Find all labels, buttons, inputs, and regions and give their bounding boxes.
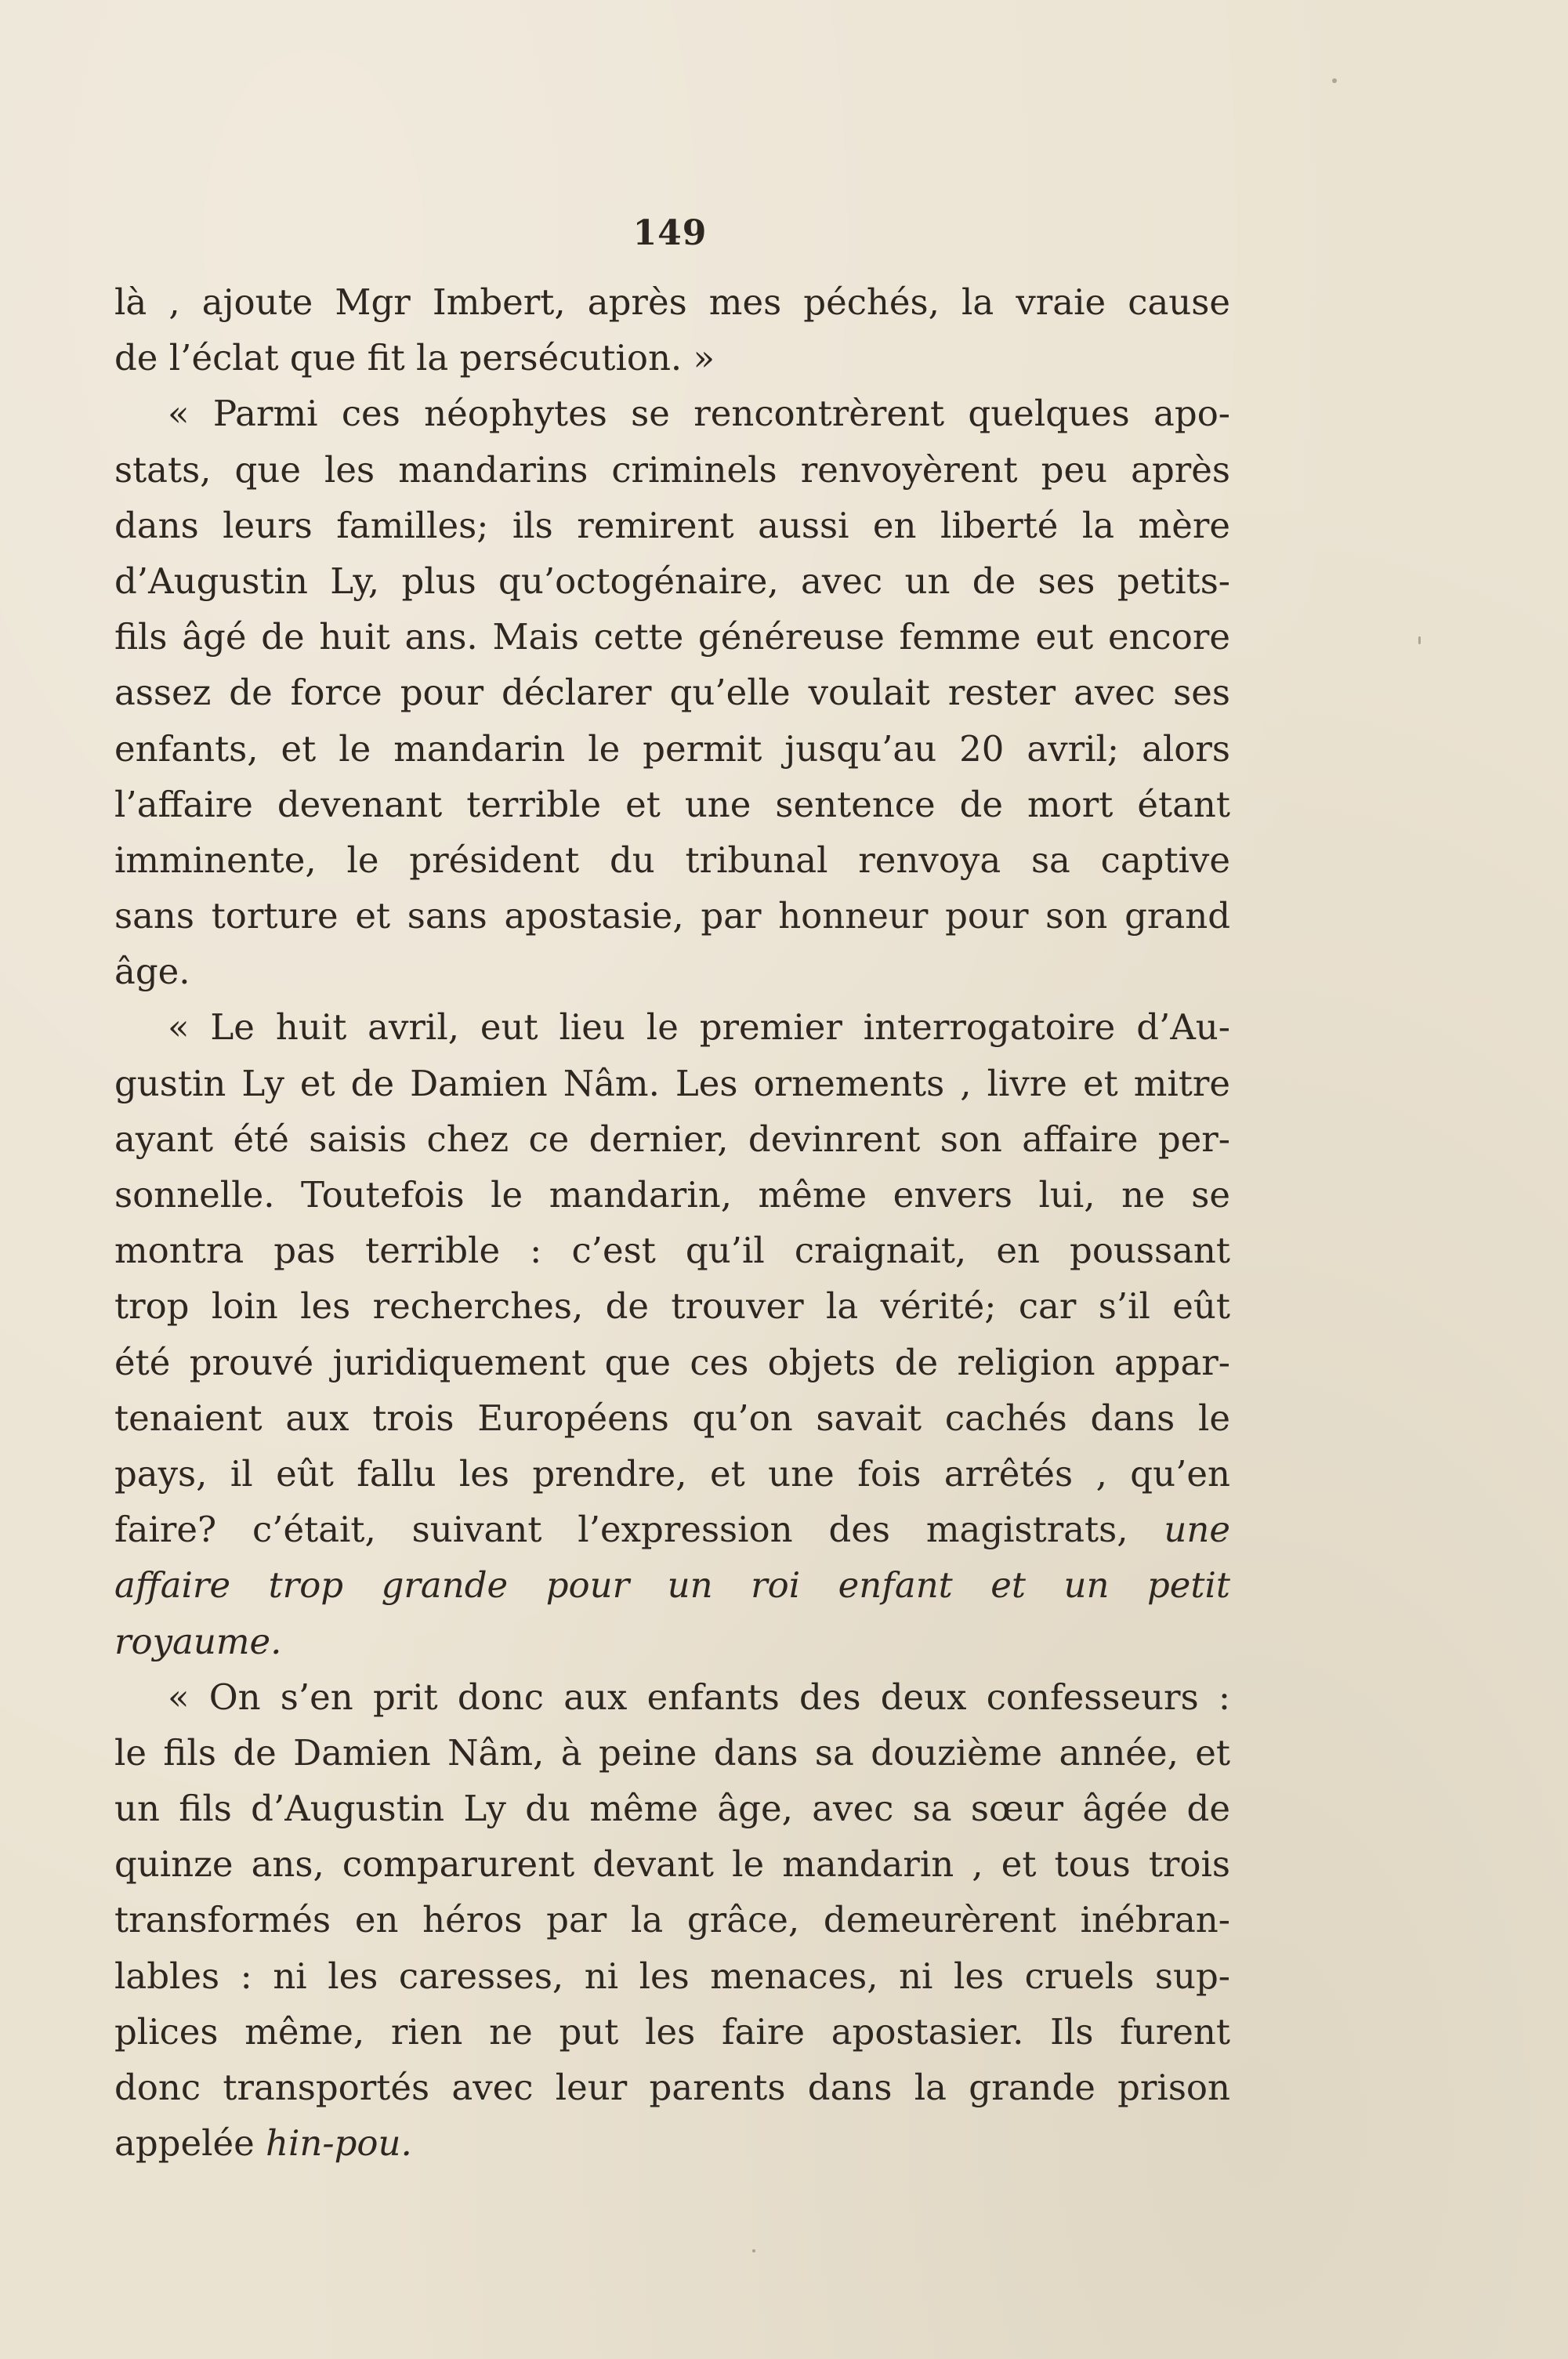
text-line: ayant été saisis chez ce dernier, devinrent son affaire per- xyxy=(114,1118,1230,1160)
text-line: appelée hin-pou. xyxy=(114,2122,412,2165)
text-line: imminente, le président du tribunal renvoya sa captive xyxy=(114,839,1230,881)
paper-speck xyxy=(1418,636,1421,644)
paper-speck xyxy=(752,2249,755,2252)
text-line: royaume. xyxy=(114,1620,282,1662)
text-line: donc transportés avec leur parents dans la grande prison xyxy=(114,2067,1230,2108)
text-line: sans torture et sans apostasie, par honneur pour son grand xyxy=(114,895,1230,937)
text-line: de l’éclat que fit la persécution. » xyxy=(114,337,715,379)
text-line: pays, il eût fallu les prendre, et une fois arrêtés , qu’en xyxy=(114,1452,1230,1495)
text-line: lables : ni les caresses, ni les menaces, ni les cruels sup- xyxy=(114,1955,1230,1997)
text-line: trop loin les recherches, de trouver la vérité; car s’il eût xyxy=(114,1285,1230,1328)
text-line: l’affaire devenant terrible et une sentence de mort étant xyxy=(114,783,1230,825)
italic-phrase: une xyxy=(1164,1509,1230,1551)
text-line: d’Augustin Ly, plus qu’octogénaire, avec un de ses petits- xyxy=(114,560,1230,602)
text-line: affaire trop grande pour un roi enfant et un petit xyxy=(114,1564,1230,1607)
text-line: le fils de Damien Nâm, à peine dans sa douzième année, et xyxy=(114,1731,1230,1774)
text-line: fils âgé de huit ans. Mais cette généreuse femme eut encore xyxy=(114,616,1230,658)
text-line: sonnelle. Toutefois le mandarin, même envers lui, ne se xyxy=(114,1174,1230,1216)
text-line: « Le huit avril, eut lieu le premier interrogatoire d’Au- xyxy=(168,1006,1230,1049)
text-line: transformés en héros par la grâce, demeurèrent inébran- xyxy=(114,1899,1230,1941)
text-line: faire? c’était, suivant l’expression des magistrats, une xyxy=(114,1509,1230,1551)
text-line: gustin Ly et de Damien Nâm. Les ornements , livre et mitre xyxy=(114,1062,1230,1104)
text-line: là , ajoute Mgr Imbert, après mes péchés, la vraie cause xyxy=(114,281,1230,323)
text-line: été prouvé juridiquement que ces objets de religion appar- xyxy=(114,1341,1230,1383)
text-line: stats, que les mandarins criminels renvoyèrent peu après xyxy=(114,448,1230,491)
text-line: montra pas terrible : c’est qu’il craignait, en poussant xyxy=(114,1230,1230,1272)
italic-phrase: hin-pou. xyxy=(266,2122,412,2165)
body-text xyxy=(114,274,1230,2171)
page-number: 149 xyxy=(632,213,708,253)
text-line: quinze ans, comparurent devant le mandarin , et tous trois xyxy=(114,1843,1230,1886)
text-line: plices même, rien ne put les faire apostasier. Ils furent xyxy=(114,2010,1230,2053)
text-line: tenaient aux trois Européens qu’on savait cachés dans le xyxy=(114,1397,1230,1439)
text-line: assez de force pour déclarer qu’elle voulait rester avec ses xyxy=(114,672,1230,714)
text-line: « On s’en prit donc aux enfants des deux confesseurs : xyxy=(168,1676,1230,1718)
text-line: âge. xyxy=(114,951,190,993)
text-line: un fils d’Augustin Ly du même âge, avec sa sœur âgée de xyxy=(114,1788,1230,1830)
text-line: dans leurs familles; ils remirent aussi en liberté la mère xyxy=(114,504,1230,546)
text-line: enfants, et le mandarin le permit jusqu’au 20 avril; alors xyxy=(114,727,1230,770)
paper-speck xyxy=(1332,78,1337,83)
text-line: « Parmi ces néophytes se rencontrèrent quelques apo- xyxy=(168,393,1230,435)
